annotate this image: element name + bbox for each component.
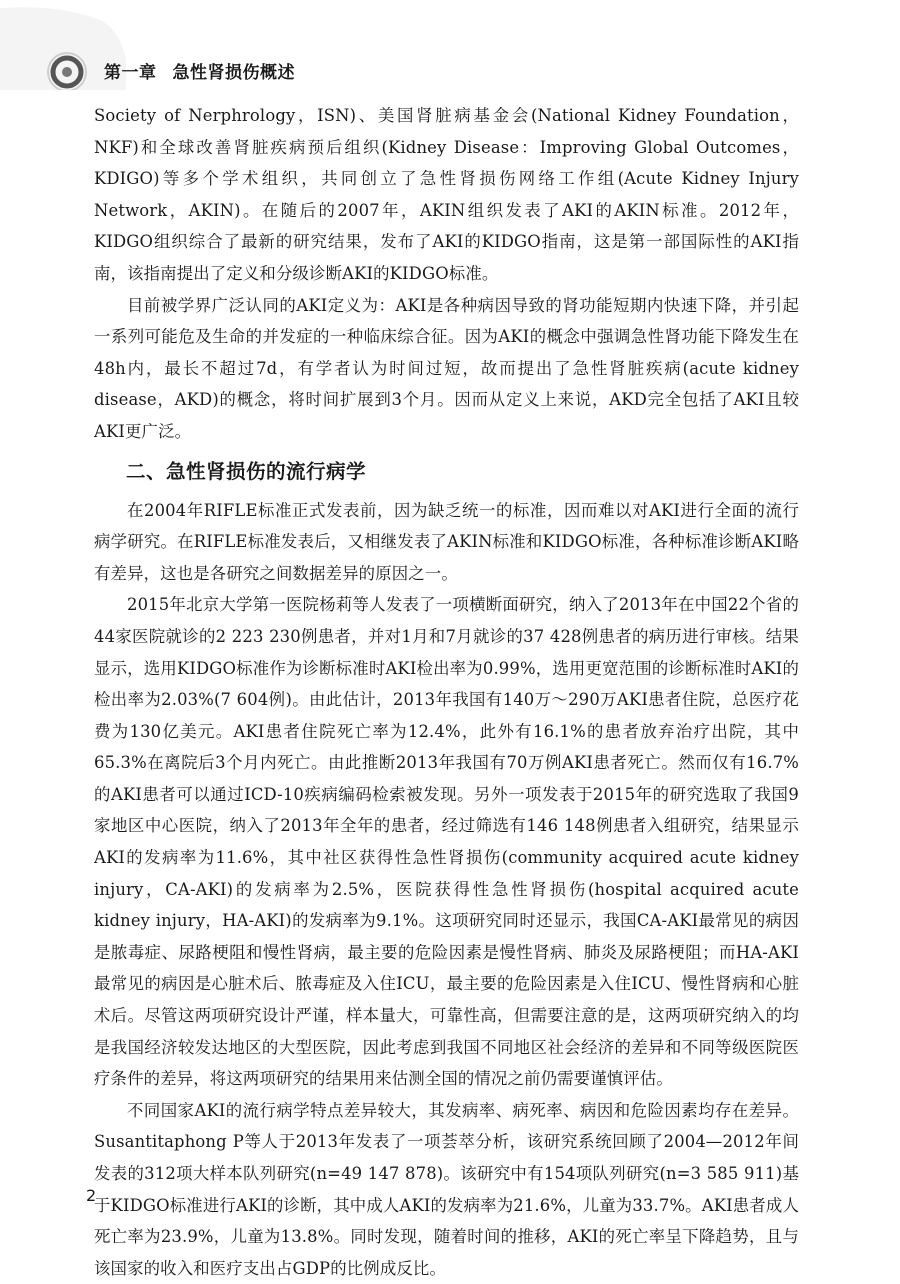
- paragraph: 不同国家AKI的流行病学特点差异较大，其发病率、病死率、病因和危险因素均存在差异。Susantitaphong P等人于2013年发表了一项荟萃分析，该研究系统回顾了2004—2012年间发表的312项大样本队列研究(n=49 147 878)。该研究中有154项队列研究(n=3 585 911)基于KIDGO标准进行AKI的诊断，其中成人AKI的发病率为21.6%，儿童为33.7%。AKI患者成人死亡率为23.9%，儿童为13.8%。同时发现，随着时间的推移，AKI的死亡率呈下降趋势，且与该国家的收入和医疗支出占GDP的比例成反比。: [94, 1100, 799, 1278]
- paragraph: 在2004年RIFLE标准正式发表前，因为缺乏统一的标准，因而难以对AKI进行全面的流行病学研究。在RIFLE标准发表后，又相继发表了AKIN标准和KIDGO标准，各种标准诊断AKI略有差异，这也是各研究之间数据差异的原因之一。: [94, 500, 799, 583]
- chapter-title: [104, 58, 295, 83]
- paragraph: 目前被学界广泛认同的AKI定义为：AKI是各种病因导致的肾功能短期内快速下降，并引起一系列可能危及生命的并发症的一种临床综合征。因为AKI的概念中强调急性肾功能下降发生在48h内，最长不超过7d，有学者认为时间过短，故而提出了急性肾脏疾病(acute kidney disease，AKD)的概念，将时间扩展到3个月。因而从定义上来说，AKD完全包括了AKI且较AKI更广泛。: [94, 295, 799, 441]
- page-header: [0, 0, 900, 90]
- page-body: [94, 100, 799, 1284]
- page-number: 2: [86, 1186, 97, 1205]
- paragraph: 2015年北京大学第一医院杨莉等人发表了一项横断面研究，纳入了2013年在中国22个省的44家医院就诊的2 223 230例患者，并对1月和7月就诊的37 428例患者的病历进行审核。结果显示，选用KIDGO标准作为诊断标准时AKI检出率为0.99%，选用更宽范围的诊断标准时AKI的检出率为2.03%(7 604例)。由此估计，2013年我国有140万～290万AKI患者住院，总医疗花费为130亿美元。AKI患者住院死亡率为12.4%，此外有16.1%的患者放弃治疗出院，其中65.3%在离院后3个月内死亡。由此推断2013年我国有70万例AKI患者死亡。然而仅有16.7%的AKI患者可以通过ICD-10疾病编码检索被发现。另外一项发表于2015年的研究选取了我国9家地区中心医院，纳入了2013年全年的患者，经过筛选有146 148例患者入组研究，结果显示AKI的发病率为11.6%，其中社区获得性急性肾损伤(community acquired acute kidney injury，CA-AKI)的发病率为2.5%，医院获得性急性肾损伤(hospital acquired acute kidney injury，HA-AKI)的发病率为9.1%。这项研究同时还显示，我国CA-AKI最常见的病因是脓毒症、尿路梗阻和慢性肾病，最主要的危险因素是慢性肾病、肺炎及尿路梗阻；而HA-AKI最常见的病因是心脏术后、脓毒症及入住ICU，最主要的危险因素是入住ICU、慢性肾病和心脏术后。尽管这两项研究设计严谨，样本量大，可靠性高，但需要注意的是，这两项研究纳入的均是我国经济较发达地区的大型医院，因此考虑到我国不同地区社会经济的差异和不同等级医院医疗条件的差异，将这两项研究的结果用来估测全国的情况之前仍需要谨慎评估。: [94, 595, 799, 1089]
- paragraph: Society of Nerphrology，ISN)、美国肾脏病基金会(National Kidney Foundation，NKF)和全球改善肾脏疾病预后组织(Kidney Disease：Improving Global Outcomes，KDIGO)等多个学术组织，共同创立了急性肾损伤网络工作组(Acute Kidney Injury Network，AKIN)。在随后的2007年，AKIN组织发表了AKI的AKIN标准。2012年，KIDGO组织综合了最新的研究结果，发布了AKI的KIDGO指南，这是第一部国际性的AKI指南，该指南提出了定义和分级诊断AKI的KIDGO标准。: [94, 106, 799, 283]
- section-heading: 二、急性肾损伤的流行病学: [126, 459, 367, 483]
- chapter-number: 第一章: [104, 63, 157, 83]
- chapter-name: 急性肾损伤概述: [172, 63, 295, 83]
